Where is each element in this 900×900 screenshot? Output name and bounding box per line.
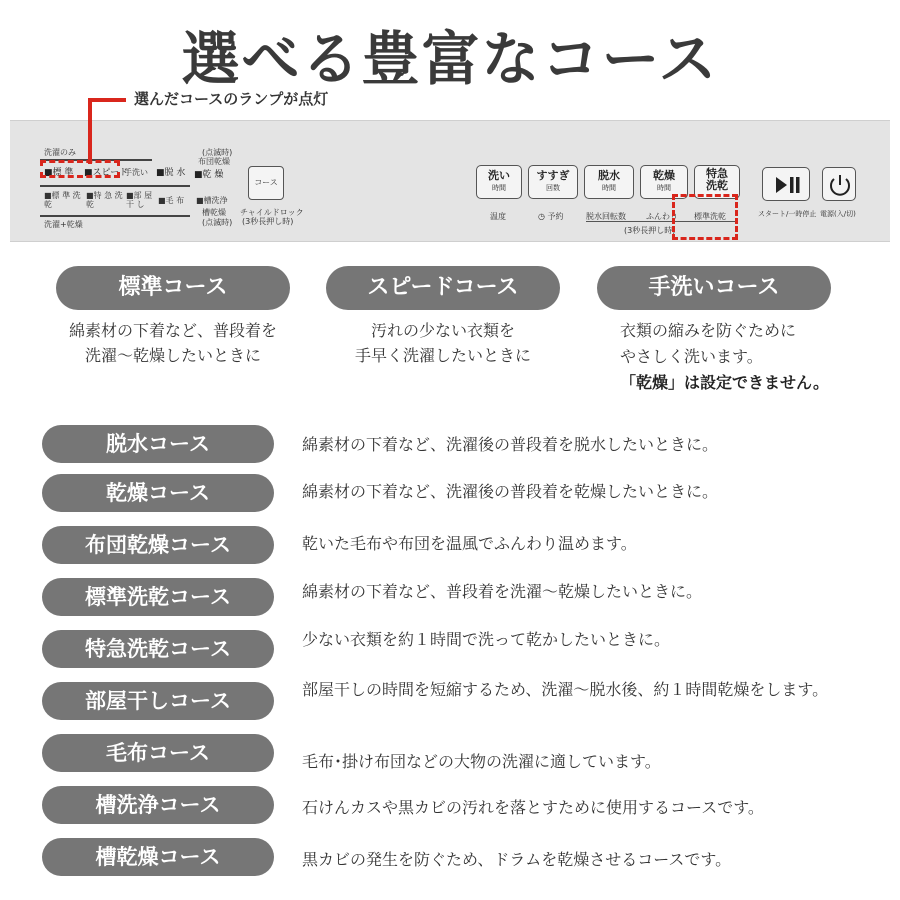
panel-tearai-label: 手洗い [124,168,148,177]
panel-heyaboshi-label: ■部 屋 干 し [126,191,153,209]
dry-button-label: 乾燥 [653,169,675,182]
course-desc-sou-senjou: 石けんカスや黒カビの汚れを落とすために使用するコースです。 [302,798,764,817]
power-label: 電源(入/切) [820,210,856,218]
course-pill-dassui: 脱水コース [42,425,274,463]
hyojun-senkan-under-label: 標準洗乾 [694,212,726,221]
desc-line: 衣類の縮みを防ぐために [620,321,797,340]
desc-line: 手早く洗濯したいときに [354,346,531,365]
highlight-box-left [40,160,120,178]
panel-divider [40,215,190,217]
wash-button-label: 洗い [488,169,510,182]
course-pill-sou-kanso: 槽乾燥コース [42,838,274,876]
panel-sou-kanso-label: 槽乾燥 [202,208,226,217]
play-pause-icon [763,168,811,202]
rinse-button-sub: 回数 [546,184,560,192]
rinse-count-button[interactable] [528,165,578,199]
course-pill-heyaboshi: 部屋干しコース [42,682,274,720]
panel-moufu-label: ■毛 布 [158,196,185,205]
wash-button-sub: 時間 [492,184,506,192]
panel-blinking-label: (点滅時) [202,148,233,157]
panel-hyojun-senkan-label: ■標 準 洗 乾 [44,191,81,209]
reserve-label: ◷ 予約 [538,212,564,221]
fuwari-label: ふんわり [646,212,678,221]
power-button[interactable] [822,167,856,201]
course-pill-sou-senjou: 槽洗浄コース [42,786,274,824]
panel-blinking2-label: (点滅時) [202,218,233,227]
child-lock-sub-label: (3秒長押し時) [242,217,294,226]
wash-time-button[interactable] [476,165,522,199]
panel-speed-label: ■スピード [84,168,129,178]
spin-speed-label: 脱水回転数 [586,212,626,221]
course-desc-futon-kanso: 乾いた毛布や布団を温風でふんわり温めます。 [302,534,637,553]
control-panel [10,120,890,242]
desc-line: 綿素材の下着など、普段着を [68,321,277,340]
course-pill-futon-kanso: 布団乾燥コース [42,526,274,564]
spin-time-button[interactable] [584,165,634,199]
course-pill-kanso: 乾燥コース [42,474,274,512]
callout-line [88,98,92,164]
course-pill-moufu: 毛布コース [42,734,274,772]
course-desc-tokkyu-senkan: 少ない衣類を約１時間で洗って乾かしたいときに。 [302,630,671,649]
course-desc-sou-kanso: 黒カビの発生を防ぐため、ドラムを乾燥させるコースです。 [302,850,732,869]
start-pause-label: スタート/一時停止 [758,210,817,218]
start-pause-button[interactable] [762,167,810,201]
panel-wash-dry-label: 洗濯+乾燥 [44,220,83,229]
panel-hyojun-label: ■標 準 [44,168,74,178]
panel-tokkyu-senkan-label: ■特 急 洗 乾 [86,191,123,209]
course-desc-hyojun [33,318,313,368]
child-lock-label: チャイルドロック [240,208,304,217]
page-title: 選べる豊富なコース [181,25,719,93]
course-desc-dassui: 綿素材の下着など、洗濯後の普段着を脱水したいときに。 [302,435,719,454]
desc-line: やさしく洗います。 [620,347,763,366]
long-press-label: (3秒長押し時) [624,226,676,235]
highlight-box-right [672,194,738,240]
desc-note: 「乾燥」は設定できません。 [620,373,829,392]
course-desc-hyojun-senkan: 綿素材の下着など、普段着を洗濯〜乾燥したいときに。 [302,582,703,601]
desc-line: 汚れの少ない衣類を [370,321,515,340]
course-pill-hyojun: 標準コース [56,266,290,310]
panel-sou-senjou-label: ■槽洗浄 [196,196,228,205]
course-desc-tearai [584,318,854,396]
course-desc-moufu: 毛布･掛け布団などの大物の洗濯に適しています。 [302,752,661,771]
panel-dassui-label: ■脱 水 [156,168,186,178]
spin-button-label: 脱水 [598,169,620,182]
power-icon [823,168,857,202]
panel-futon-label: 布団乾燥 [198,157,230,166]
panel-wash-only-label: 洗濯のみ [44,148,76,157]
callout-text: 選んだコースのランプが点灯 [134,90,329,108]
course-pill-speed: スピードコース [326,266,560,310]
course-pill-tearai: 手洗いコース [597,266,831,310]
course-desc-kanso: 綿素材の下着など、洗濯後の普段着を乾燥したいときに。 [302,482,719,501]
spin-button-sub: 時間 [602,184,616,192]
panel-kanso-label: ■乾 燥 [194,170,224,180]
dry-button-sub: 時間 [657,184,671,192]
course-pill-hyojun-senkan: 標準洗乾コース [42,578,274,616]
course-desc-speed [303,318,583,368]
callout-line [88,98,126,102]
temp-label: 温度 [490,212,506,221]
course-button[interactable]: コース [248,166,284,200]
express-button-label: 特急 洗乾 [706,167,728,192]
rinse-button-label: すすぎ [536,169,570,182]
course-pill-tokkyu-senkan: 特急洗乾コース [42,630,274,668]
desc-line: 洗濯〜乾燥したいときに [84,346,261,365]
panel-divider [40,185,190,187]
course-desc-heyaboshi: 部屋干しの時間を短縮するため、洗濯〜脱水後、約１時間乾燥をします。 [302,680,829,699]
